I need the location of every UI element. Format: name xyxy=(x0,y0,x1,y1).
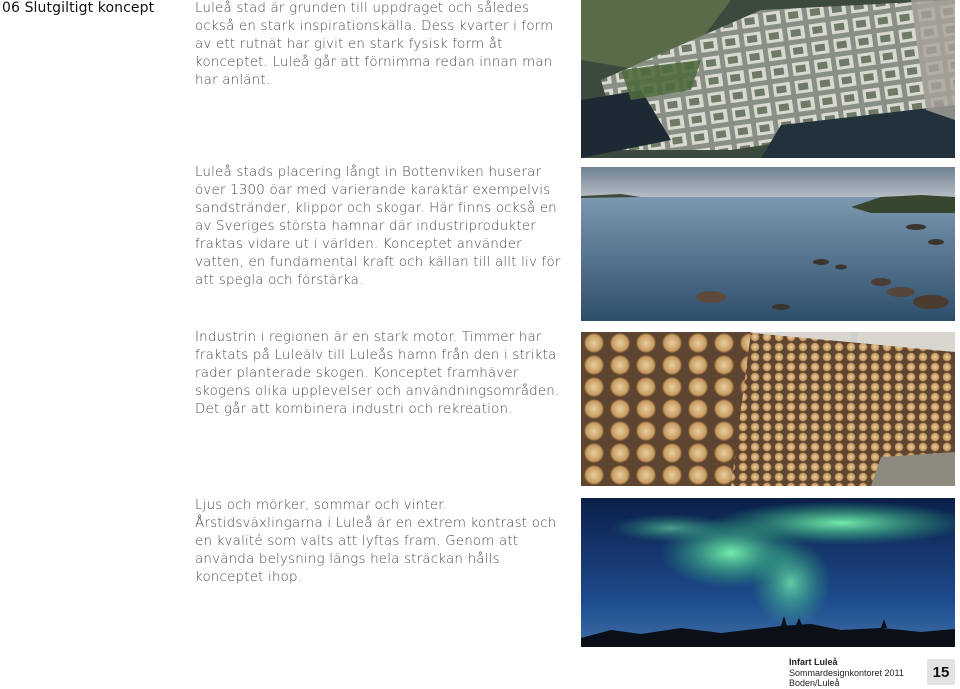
footer-location: Boden/Luleå xyxy=(789,678,840,688)
timber-logs-photo xyxy=(581,332,955,486)
lake-rocks-photo xyxy=(581,167,955,321)
footer-office: Sommardesignkontoret 2011 xyxy=(789,667,904,678)
section-title: 06 Slutgiltigt koncept xyxy=(2,0,155,16)
footer-project: Infart Luleå xyxy=(789,657,838,667)
page-number: 15 xyxy=(927,659,955,685)
paragraph-industry: Industrin i regionen är en stark motor. Timmer har fraktats på Luleälv till Luleås hamn från den i strikta rader planterade skogen. Konceptet framhäver skogens olika upplevelser och användningsområden. Det går att kombinera industri och rekreation. xyxy=(195,330,560,417)
aerial-city-photo xyxy=(581,0,955,158)
footer xyxy=(789,657,904,689)
paragraph-light-dark: Ljus och mörker, sommar och vinter. Årstidsväxlingarna i Luleå är en extrem kontrast och en kvalité som valts att lyftas fram. Genom att använda belysning längs hela sträckan hålls konceptet ihop. xyxy=(195,498,557,585)
paragraph-city-grid: Luleå stad är grunden till uppdraget och således också en stark inspirationskälla. Dess kvarter i form av ett rutnät har givit en stark fysisk form åt konceptet. Luleå går att förnimma redan innan man har anlänt. xyxy=(195,1,554,88)
paragraph-water: Luleå stads placering långt in Bottenviken huserar över 1300 öar med varierande karaktär exempelvis sandstränder, klippor och skogar. Här finns också en av Sveriges största hamnar där industriprodukter fraktas vidare ut i världen. Konceptet använder vatten, en fundamental kraft och källan till allt liv för att spegla och förstärka. xyxy=(195,165,561,288)
aurora-photo xyxy=(581,498,955,647)
